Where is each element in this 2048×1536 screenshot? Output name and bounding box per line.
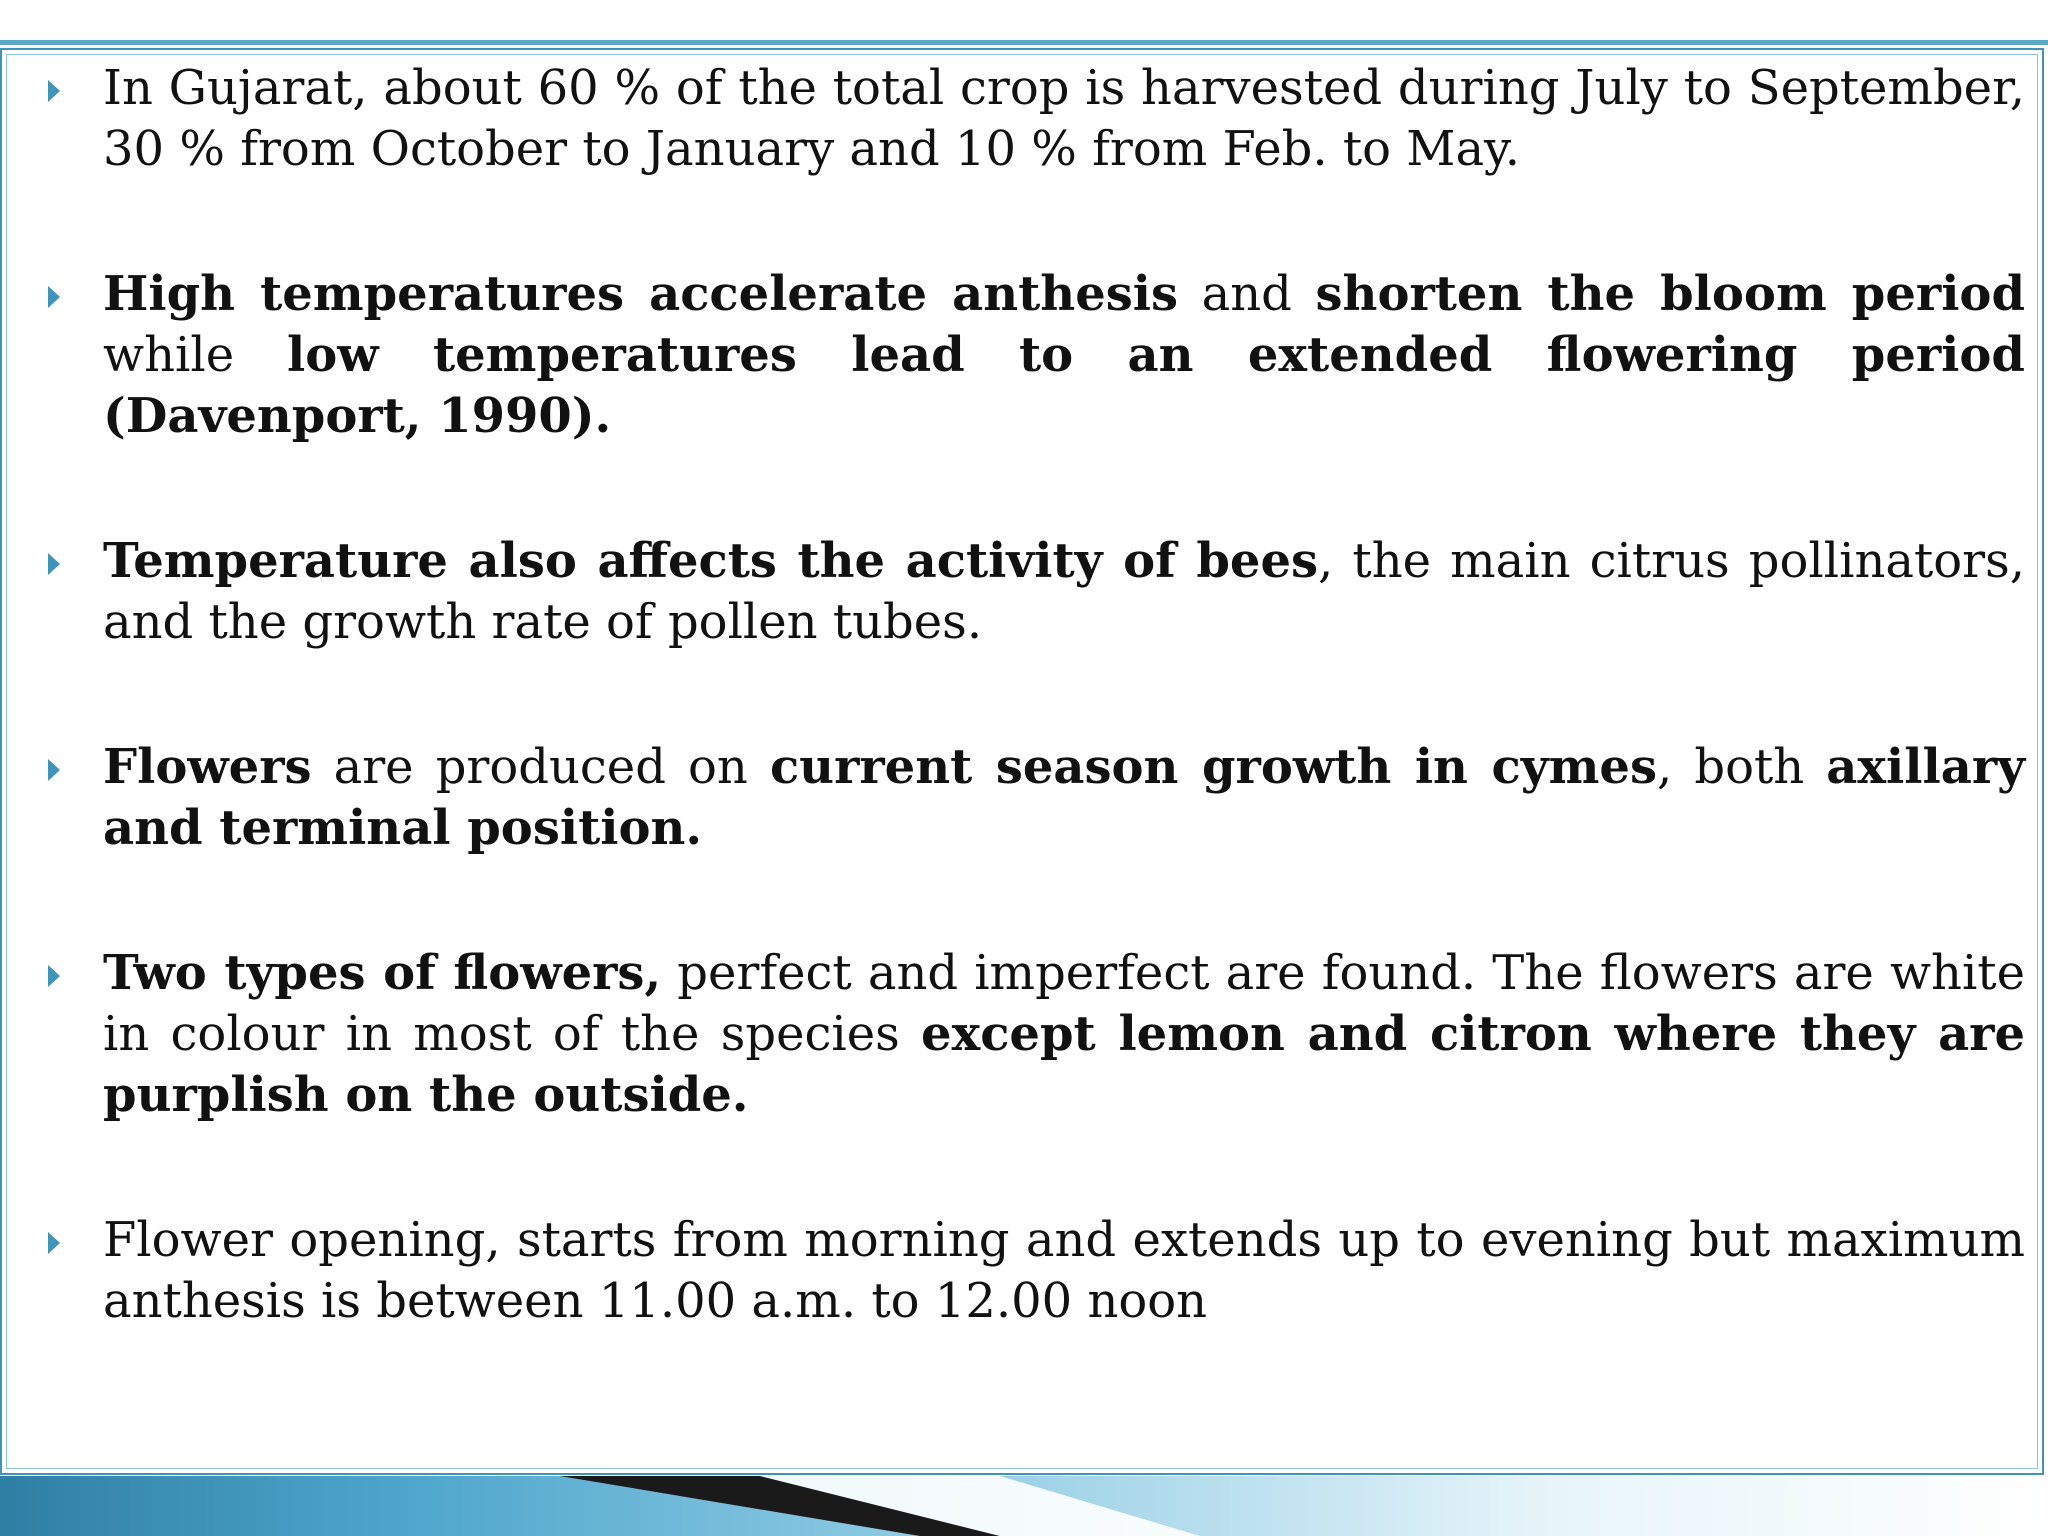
- bullet-item-1: [0, 58, 2040, 180]
- triangle-right-icon: [48, 553, 60, 575]
- triangle-right-icon: [48, 965, 60, 987]
- bullet-item-2: [0, 264, 2040, 447]
- top-accent-rule: [0, 40, 2048, 45]
- bullet-item-6: [0, 1210, 2040, 1332]
- bullet-list: [0, 58, 2040, 1416]
- bottom-swoosh-graphic: [0, 1476, 2048, 1536]
- bullet-text: In Gujarat, about 60 % of the total crop is harvested during July to September, 30 % from October to January and 10 % from Feb. to May.: [103, 60, 2025, 177]
- triangle-right-icon: [48, 1232, 60, 1254]
- bullet-text: Flowers are produced on current season growth in cymes, both axillary and terminal position.: [103, 739, 2025, 856]
- bullet-item-5: [0, 943, 2040, 1126]
- bullet-text: Temperature also affects the activity of bees, the main citrus pollinators, and the growth rate of pollen tubes.: [103, 533, 2026, 650]
- bullet-item-4: [0, 737, 2040, 859]
- bullet-text: Two types of flowers, perfect and imperfect are found. The flowers are white in colour in most of the species except lemon and citron where they are purplish on the outside.: [103, 945, 2026, 1123]
- triangle-right-icon: [48, 80, 60, 102]
- triangle-right-icon: [48, 759, 60, 781]
- bullet-text: High temperatures accelerate anthesis and shorten the bloom period while low temperatures lead to an extended flowering period (Davenport, 1990).: [103, 266, 2026, 444]
- bullet-item-3: [0, 531, 2040, 653]
- bottom-decorative-band: [0, 1476, 2048, 1536]
- bullet-text: Flower opening, starts from morning and extends up to evening but maximum anthesis is between 11.00 a.m. to 12.00 noon: [103, 1212, 2025, 1329]
- triangle-right-icon: [48, 286, 60, 308]
